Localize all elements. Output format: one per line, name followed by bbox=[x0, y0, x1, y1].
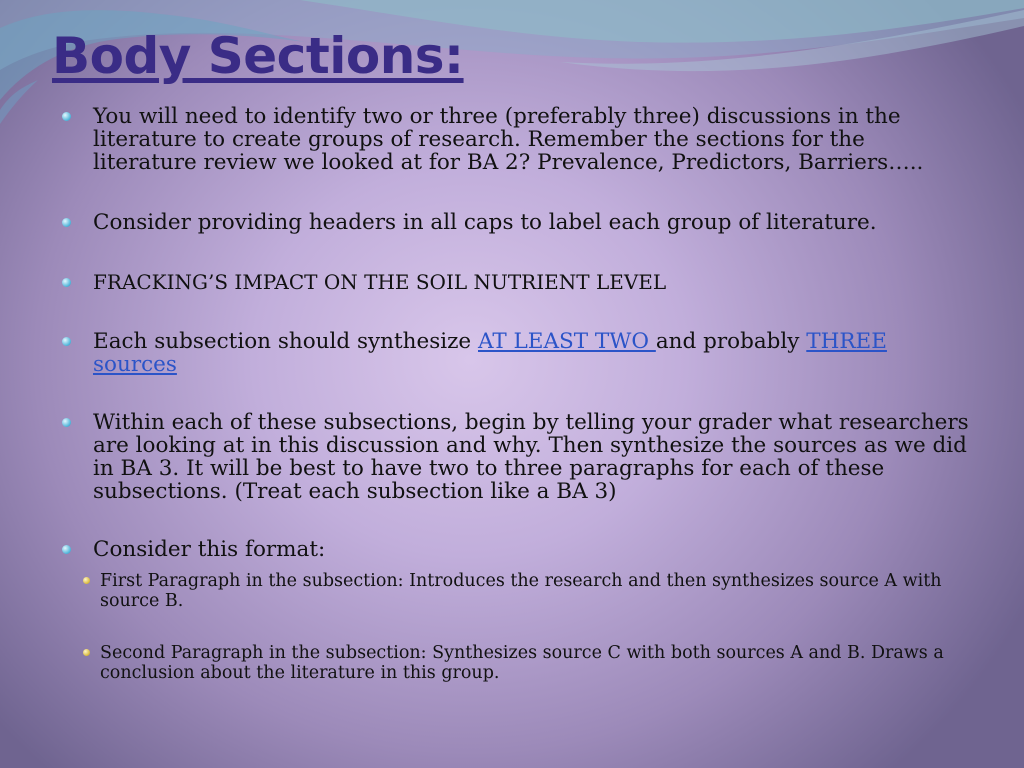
bullet-item-headers bbox=[60, 211, 970, 234]
bullet-text: Each subsection should synthesize bbox=[93, 329, 478, 354]
three-sources-link[interactable]: THREE sources bbox=[93, 329, 887, 377]
bullet-list bbox=[60, 105, 970, 683]
bullet-dot-icon bbox=[62, 337, 71, 346]
slide-title: Body Sections: bbox=[52, 27, 464, 85]
sub-bullet-item-first-paragraph bbox=[60, 571, 970, 611]
sub-bullet-dot-icon bbox=[83, 649, 90, 656]
sub-bullet-text: Second Paragraph in the subsection: Synthesizes source C with both sources A and B. Draws a conclusion about the literature in this group. bbox=[100, 643, 944, 683]
bullet-item-subsections bbox=[60, 411, 970, 503]
bullet-text: Consider this format: bbox=[93, 537, 326, 562]
bullet-dot-icon bbox=[62, 278, 71, 287]
sub-bullet-item-second-paragraph bbox=[60, 643, 970, 683]
bullet-text: You will need to identify two or three (preferably three) discussions in the literature to create groups of research. Remember the sections for the literature review we looked at for BA 2? Prevalence, Predictors, Barriers….. bbox=[93, 104, 924, 175]
bullet-item-discussions bbox=[60, 105, 970, 174]
sub-bullet-text: First Paragraph in the subsection: Introduces the research and then synthesizes source A with source B. bbox=[100, 571, 942, 611]
slide-content bbox=[60, 105, 970, 683]
bullet-dot-icon bbox=[62, 112, 71, 121]
bullet-dot-icon bbox=[62, 545, 71, 554]
bullet-item-synthesize bbox=[60, 330, 970, 376]
bullet-item-format bbox=[60, 538, 970, 683]
sub-bullet-list bbox=[60, 571, 970, 683]
bullet-dot-icon bbox=[62, 418, 71, 427]
sub-bullet-dot-icon bbox=[83, 577, 90, 584]
bullet-text: Consider providing headers in all caps to label each group of literature. bbox=[93, 210, 877, 235]
bullet-text: Within each of these subsections, begin by telling your grader what researchers are looking at in this discussion and why. Then synthesize the sources as we did in BA 3. It will be best to have two to three paragraphs for each of these subsections. (Treat each subsection like a BA 3) bbox=[93, 410, 969, 504]
bullet-text: and probably bbox=[655, 329, 807, 354]
bullet-dot-icon bbox=[62, 218, 71, 227]
bullet-item-example-header bbox=[60, 271, 970, 294]
at-least-two-link[interactable]: AT LEAST TWO bbox=[478, 329, 656, 354]
bullet-text: FRACKING’S IMPACT ON THE SOIL NUTRIENT LEVEL bbox=[93, 270, 667, 294]
